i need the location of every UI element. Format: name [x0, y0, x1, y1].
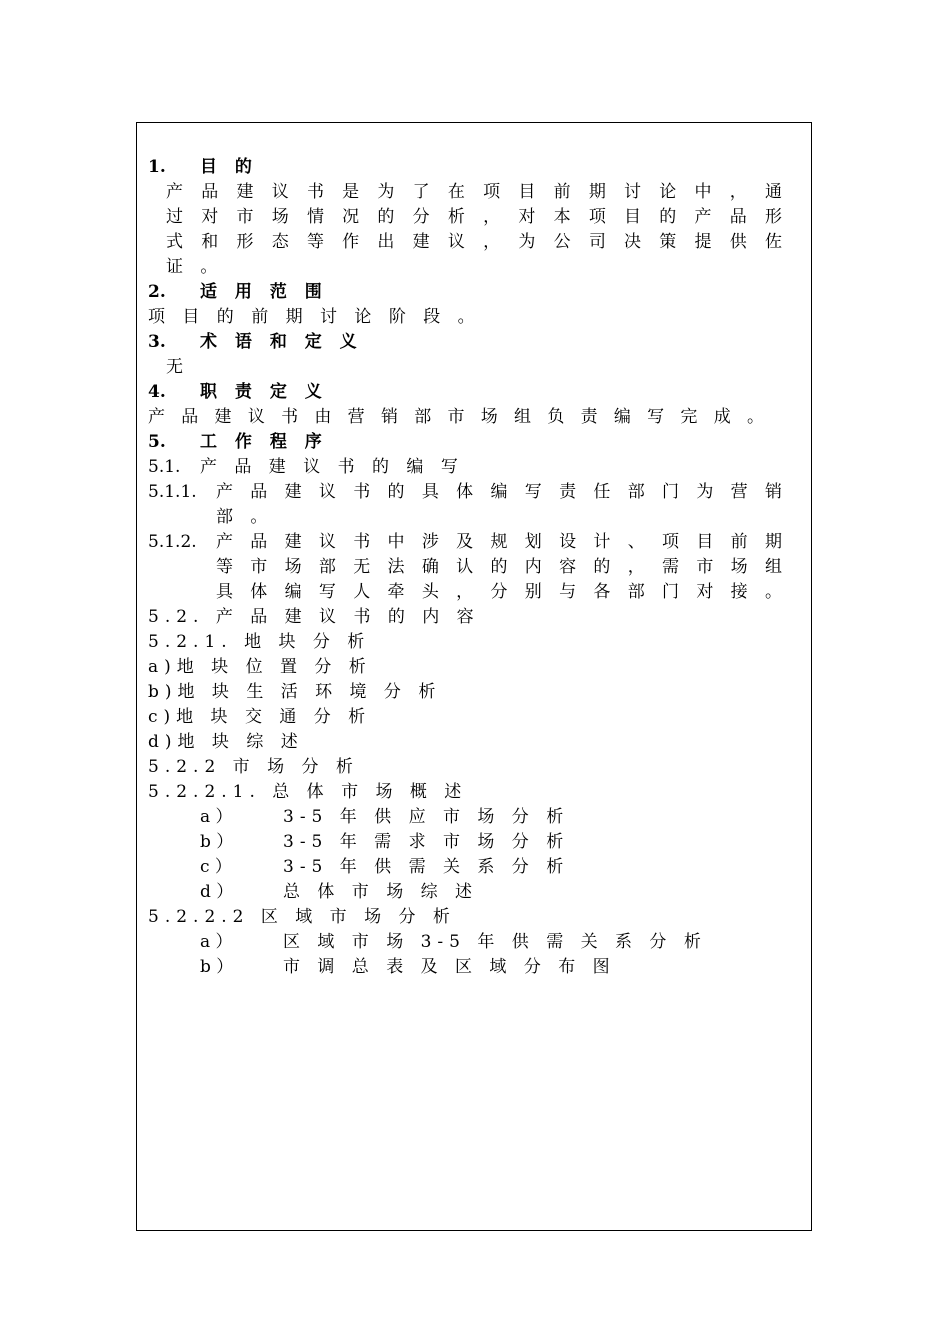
section-5-1-1-number: 5.1.1.	[148, 482, 197, 502]
section-5-2-2: 5.2.2 市 场 分 析	[148, 757, 359, 777]
section-1-body-line-1: 产 品 建 议 书 是 为 了 在 项 目 前 期 讨 论 中 ， 通	[166, 182, 782, 202]
section-5-title: 工 作 程 序	[200, 432, 328, 452]
section-1-title: 目 的	[200, 157, 258, 177]
list-marker: b ）	[200, 832, 234, 852]
list-marker: c ）	[200, 857, 232, 877]
section-5-1-2-line-3: 具 体 编 写 人 牵 头 ， 分 别 与 各 部 门 对 接 。	[216, 582, 782, 602]
section-4-body: 产 品 建 议 书 由 营 销 部 市 场 组 负 责 编 写 完 成 。	[148, 407, 764, 427]
list-marker: a ）	[200, 807, 233, 827]
section-2-title: 适 用 范 围	[200, 282, 328, 302]
list-item: 市 调 总 表 及 区 域 分 布 图	[283, 957, 616, 977]
section-5-2: 5.2. 产 品 建 议 书 的 内 容	[148, 607, 480, 627]
list-item: 3-5 年 需 求 市 场 分 析	[283, 832, 570, 852]
section-5-number: 5.	[148, 432, 166, 452]
section-5-2-1-item-d: d)地 块 综 述	[148, 732, 304, 752]
section-5-1-2-line-2: 等 市 场 部 无 法 确 认 的 内 容 的 ， 需 市 场 组	[216, 557, 782, 577]
list-item: 3-5 年 供 应 市 场 分 析	[283, 807, 570, 827]
section-5-2-1-item-a: a)地 块 位 置 分 析	[148, 657, 372, 677]
section-5-1-1-line-1: 产 品 建 议 书 的 具 体 编 写 责 任 部 门 为 营 销	[216, 482, 782, 502]
section-5-2-1-item-c: c)地 块 交 通 分 析	[148, 707, 372, 727]
section-5-1-1-line-2: 部 。	[216, 507, 274, 527]
section-1-number: 1.	[148, 157, 166, 177]
section-5-2-2-1: 5.2.2.1. 总 体 市 场 概 述	[148, 782, 468, 802]
section-5-1-2-number: 5.1.2.	[148, 532, 197, 552]
list-item: 3-5 年 供 需 关 系 分 析	[283, 857, 570, 877]
section-2-body: 项 目 的 前 期 讨 论 阶 段 。	[148, 307, 481, 327]
list-marker: a ）	[200, 932, 233, 952]
section-3-number: 3.	[148, 332, 166, 352]
list-item: 区 域 市 场 3-5 年 供 需 关 系 分 析	[283, 932, 707, 952]
section-3-title: 术 语 和 定 义	[200, 332, 363, 352]
section-4-number: 4.	[148, 382, 166, 402]
section-5-2-2-2: 5.2.2.2 区 域 市 场 分 析	[148, 907, 456, 927]
section-4-title: 职 责 定 义	[200, 382, 328, 402]
section-2-number: 2.	[148, 282, 166, 302]
section-3-body: 无	[166, 357, 183, 377]
section-1-body-line-3: 式 和 形 态 等 作 出 建 议 ， 为 公 司 决 策 提 供 佐	[166, 232, 782, 252]
section-5-2-1: 5.2.1. 地 块 分 析	[148, 632, 371, 652]
section-1-body-line-2: 过 对 市 场 情 况 的 分 析 ， 对 本 项 目 的 产 品 形	[166, 207, 782, 227]
section-5-2-1-item-b: b)地 块 生 活 环 境 分 析	[148, 682, 442, 702]
section-5-1-2-line-1: 产 品 建 议 书 中 涉 及 规 划 设 计 、 项 目 前 期	[216, 532, 782, 552]
list-marker: d ）	[200, 882, 234, 902]
section-5-1-text: 产 品 建 议 书 的 编 写	[200, 457, 464, 477]
section-1-body-line-4: 证 。	[166, 257, 224, 277]
list-marker: b ）	[200, 957, 234, 977]
section-5-1-number: 5.1.	[148, 457, 181, 477]
list-item: 总 体 市 场 综 述	[283, 882, 479, 902]
